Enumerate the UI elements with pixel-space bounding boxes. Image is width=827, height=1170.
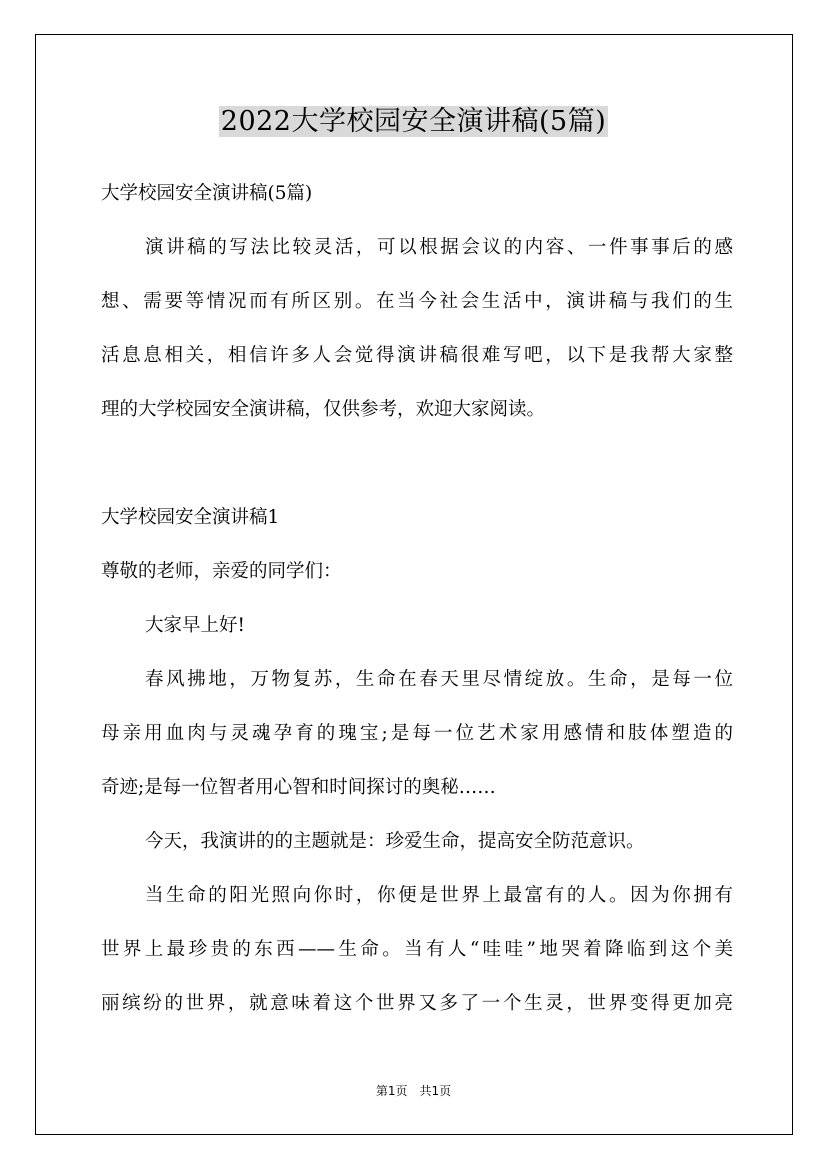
document-title bbox=[0, 102, 827, 142]
para2-line-1: 今天，我演讲的的主题就是：珍爱生命，提高安全防范意识。 bbox=[145, 831, 645, 852]
page-total: 共1页 bbox=[419, 1084, 452, 1098]
intro-line-1: 演讲稿的写法比较灵活，可以根据会议的内容、一件事事后的感 bbox=[145, 237, 733, 258]
para3-line-2: 世界上最珍贵的东西——生命。当有人“哇哇”地哭着降临到这个美 bbox=[101, 939, 733, 960]
page-number: 第1页 bbox=[375, 1084, 408, 1098]
document-title-text: 2022大学校园安全演讲稿(5篇) bbox=[220, 106, 607, 137]
para1-line-1: 春风拂地，万物复苏，生命在春天里尽情绽放。生命，是每一位 bbox=[145, 669, 733, 690]
para1-line-2: 母亲用血肉与灵魂孕育的瑰宝;是每一位艺术家用感情和肢体塑造的 bbox=[101, 723, 733, 744]
intro-line-3: 活息息相关，相信许多人会觉得演讲稿很难写吧，以下是我帮大家整 bbox=[101, 345, 733, 366]
section-1-heading: 大学校园安全演讲稿1 bbox=[101, 507, 280, 528]
intro-line-2: 想、需要等情况而有所区别。在当今社会生活中，演讲稿与我们的生 bbox=[101, 291, 733, 312]
para1-line-3: 奇迹;是每一位智者用心智和时间探讨的奥秘…… bbox=[101, 777, 496, 798]
intro-line-4: 理的大学校园安全演讲稿，仅供参考，欢迎大家阅读。 bbox=[101, 399, 546, 420]
para3-line-1: 当生命的阳光照向你时，你便是世界上最富有的人。因为你拥有 bbox=[145, 885, 733, 906]
document-subtitle: 大学校园安全演讲稿(5篇) bbox=[101, 183, 313, 204]
greeting: 大家早上好! bbox=[145, 615, 245, 636]
salutation: 尊敬的老师，亲爱的同学们： bbox=[101, 561, 342, 582]
para3-line-3: 丽缤纷的世界，就意味着这个世界又多了一个生灵，世界变得更加亮 bbox=[101, 993, 733, 1014]
page-footer bbox=[0, 1083, 827, 1099]
